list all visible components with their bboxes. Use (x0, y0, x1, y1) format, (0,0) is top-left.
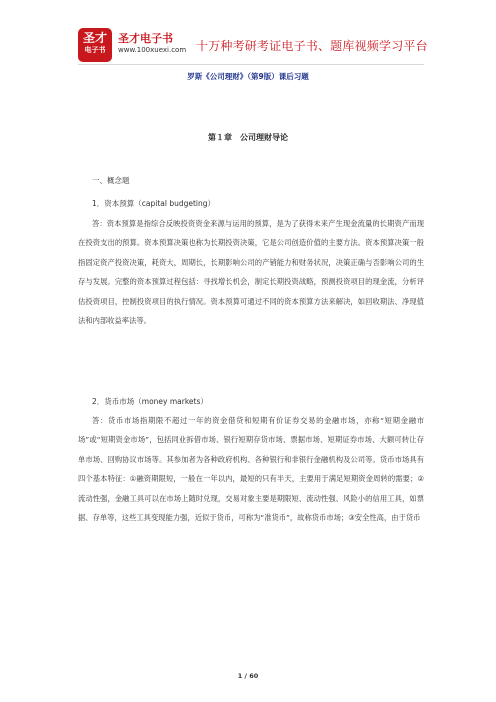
page-header (78, 28, 428, 65)
chapter-title: 第１章 公司理财导论 (208, 133, 288, 142)
brand-name: 圣才电子书 (118, 32, 173, 45)
logo-line2: 电子书 (84, 46, 106, 54)
brand-url[interactable]: www.100xuexi.com (118, 46, 187, 54)
question-heading: 1．资本预算（capital budgeting） (92, 199, 216, 208)
logo-line1: 圣才 (82, 31, 107, 45)
book-title: 罗斯《公司理财》（第9版）课后习题 (187, 72, 309, 81)
section-heading: 一、概念题 (92, 176, 130, 185)
brand-logo (78, 28, 112, 62)
answer-paragraph: 答：货币市场指期限不超过一年的资金借贷和短期有价证券交易的金融市场，亦称“短期金融市场”或“短期资金市场”，包括同业拆借市场、银行短期存货市场、票据市场、短期证券市场、大额可转让存单市场、回购协议市场等。其参加者为各种政府机构、各种银行和非银行金融机构及公司等。货币市场具有四个基本特征：①融资期限短，一般在一年以内，最短的只有半天，主要用于满足短期资金周转的需要；②流动性强，金融工具可以在市场上随时兑现，交易对象主要是期限短、流动性强、风险小的信用工具，如票据、存单等，这些工具变现能力强，近似于货币，可称为“准货币”，故称货币市场；③安全性高，由于货币 (78, 416, 424, 523)
page-number: 1 / 60 (237, 672, 259, 680)
header-slogan: 十万种考研考证电子书、题库视频学习平台 (196, 39, 428, 53)
question-heading: 2．货币市场（money markets） (92, 397, 208, 406)
answer-paragraph: 答：资本预算是指综合反映投资资金来源与运用的预算，是为了获得未来产生现金流量的长期资产而现在投资支出的预算。资本预算决策也称为长期投资决策，它是公司创造价值的主要方法。资本预算决策一般指固定资产投资决策，耗资大，周期长，长期影响公司的产销能力和财务状况，决策正确与否影响公司的生存与发展。完整的资本预算过程包括：寻找增长机会，制定长期投资战略，预测投资项目的现金流，分析评估投资项目，控制投资项目的执行情况。资本预算可通过不同的资本预算方法来解决，如回收期法、净现值法和内部收益率法等。 (78, 219, 424, 326)
